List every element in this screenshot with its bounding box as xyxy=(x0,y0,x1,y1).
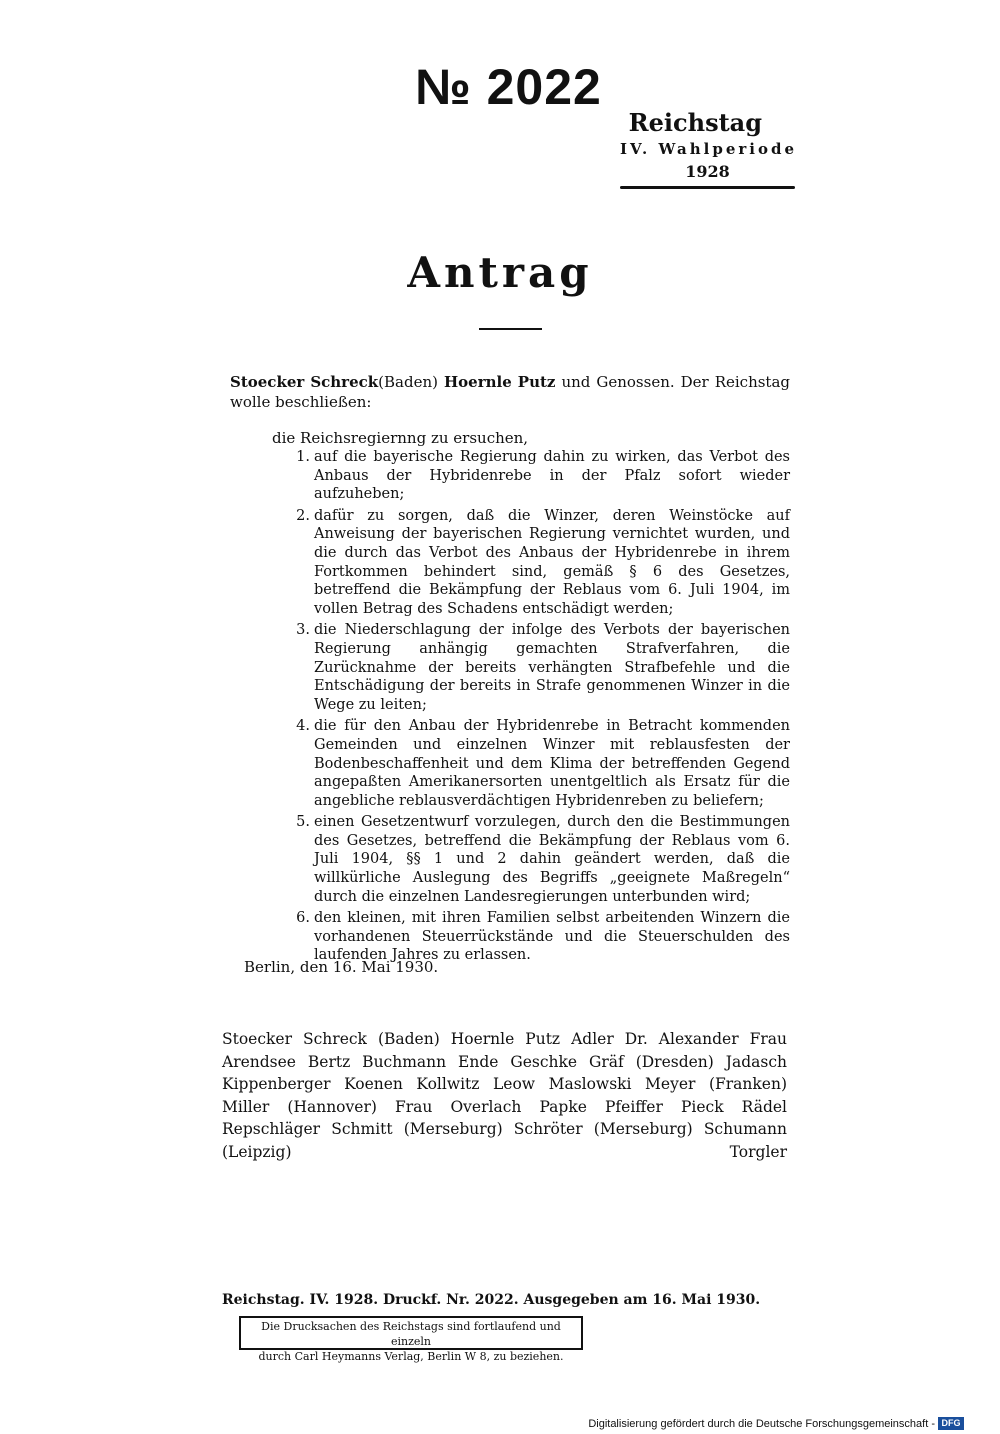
publisher-notice-line: Die Drucksachen des Reichstags sind fortlaufend und einzeln xyxy=(261,1320,561,1348)
digitization-credit xyxy=(588,1417,964,1430)
credit-text: Digitalisierung gefördert durch die Deutsche Forschungsgemeinschaft - xyxy=(588,1417,935,1430)
proposer-name: Hoernle xyxy=(444,373,512,391)
item-text: die Niederschlagung der infolge des Verbots der bayerischen Regierung anhängig gemachten Strafverfahren, die Zurücknahme der bereits verhängten Strafbefehle und die Entschädigung der bereits in Strafe genommenen Winzer in die Wege zu leiten; xyxy=(314,622,790,713)
list-item xyxy=(288,909,790,965)
item-number: 4. xyxy=(296,718,310,735)
item-text: auf die bayerische Regierung dahin zu wirken, das Verbot des Anbaus der Hybridenrebe in der Pfalz sofort wieder aufzuheben; xyxy=(314,449,790,503)
item-text: dafür zu sorgen, daß die Winzer, deren Weinstöcke auf Anweisung der bayerischen Regierung vernichtet wurden, und die durch das Verbot des Anbaus der Hybridenrebe in ihrem Fortkommen behindert sind, gemäß § 6 des Gesetzes, betreffend die Bekämpfung der Reblaus vom 6. Juli 1904, im vollen Betrag des Schadens entschädigt werden; xyxy=(314,507,790,617)
period-label: IV. Wahlperiode xyxy=(620,140,798,158)
proposer-name: Stoecker xyxy=(230,373,305,391)
publisher-notice-box xyxy=(239,1316,583,1363)
item-number: 3. xyxy=(296,622,310,639)
header-divider xyxy=(620,186,795,189)
reichstag-label: Reichstag xyxy=(628,108,762,137)
intro-paragraph xyxy=(230,372,790,412)
list-item xyxy=(288,717,790,810)
intro-text: und Genossen. Der Reichstag wolle beschließen: xyxy=(230,373,791,411)
year-label: 1928 xyxy=(685,162,730,181)
proposer-name: Putz xyxy=(517,373,556,391)
proposer-region: (Baden) xyxy=(378,373,438,391)
item-number: 6. xyxy=(296,910,310,927)
title-divider xyxy=(479,328,542,330)
item-number: 1. xyxy=(296,449,310,465)
dfg-logo-icon: DFG xyxy=(938,1417,964,1430)
list-item xyxy=(288,448,790,504)
item-text: die für den Anbau der Hybridenrebe in Betracht kommenden Gemeinden und einzelnen Winzer mit reblausfesten der Bodenbeschaffenheit und dem Klima der betreffenden Gegend angepaßten Amerikanersorten unentgeltlich als Ersatz für die angebliche reblausverdächtigen Hybridenreben zu beliefern; xyxy=(314,718,790,809)
proposer-name: Schreck xyxy=(310,373,379,391)
print-footer: Reichstag. IV. 1928. Druckf. Nr. 2022. Ausgegeben am 16. Mai 1930. xyxy=(222,1292,761,1308)
request-lead: die Reichsregiernng zu ersuchen, xyxy=(272,429,529,447)
item-text: einen Gesetzentwurf vorzulegen, durch den die Bestimmungen des Gesetzes, betreffend die Bekämpfung der Reblaus vom 6. Juli 1904, §§ 1 und 2 dahin geändert werden, daß die willkürliche Auslegung des Begriffs „geeignete Maßregeln“ durch die einzelnen Landesregierungen unterbunden wird; xyxy=(314,814,790,905)
document-number: № 2022 xyxy=(415,59,602,115)
signatory-list: Stoecker Schreck (Baden) Hoernle Putz Adler Dr. Alexander Frau Arendsee Bertz Buchmann Ende Geschke Gräf (Dresden) Jadasch Kippenberger Koenen Kollwitz Leow Maslowski Meyer (Franken) Miller (Hannover) Frau Overlach Papke Pfeiffer Pieck Rädel Repschläger Schmitt (Merseburg) Schröter (Merseburg) Schumann (Leipzig) Torgler xyxy=(222,1030,787,1161)
date-line: Berlin, den 16. Mai 1930. xyxy=(244,958,439,976)
request-list xyxy=(288,448,790,968)
item-number: 2. xyxy=(296,507,310,524)
item-text: den kleinen, mit ihren Familien selbst arbeitenden Winzern die vorhandenen Steuerrückstände und die Steuerschulden des laufenden Jahres zu erlassen. xyxy=(314,910,790,964)
page-title: Antrag xyxy=(407,248,593,297)
list-item xyxy=(288,813,790,906)
item-number: 5. xyxy=(296,814,310,831)
publisher-notice-line: durch Carl Heymanns Verlag, Berlin W 8, zu beziehen. xyxy=(258,1350,564,1363)
list-item xyxy=(288,621,790,714)
list-item xyxy=(288,507,790,619)
